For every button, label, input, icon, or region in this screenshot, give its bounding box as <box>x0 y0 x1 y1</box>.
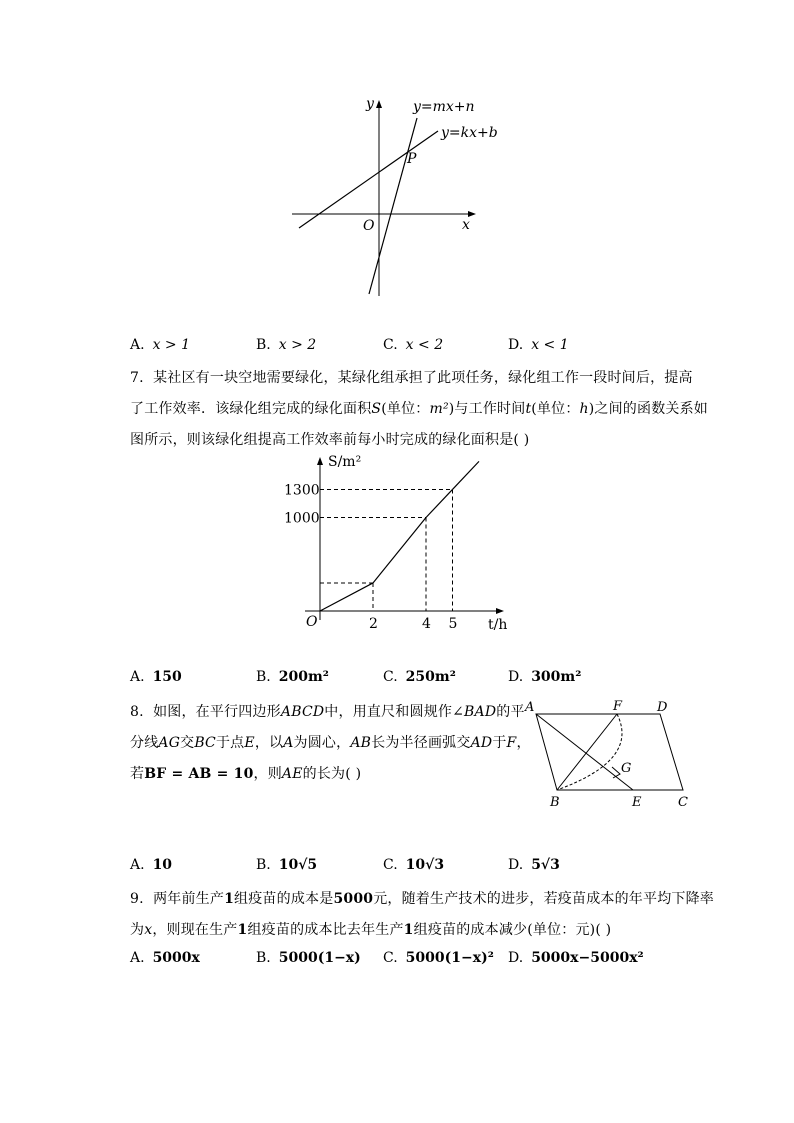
option-key: A. <box>130 337 145 353</box>
q7-text: (单位： <box>381 401 430 417</box>
option-key: A. <box>130 669 145 685</box>
q7-number: 7. <box>130 370 144 386</box>
option-text: 250m² <box>405 669 456 685</box>
q8-text: 若 <box>130 766 145 782</box>
var-a: A <box>283 735 294 751</box>
var-abcd: ABCD <box>280 704 325 720</box>
var-ae: AE <box>281 766 303 782</box>
vertex-d-label: D <box>657 700 668 715</box>
origin-label: O <box>363 218 375 234</box>
var-ab: AB <box>350 735 372 751</box>
option-text: 10√3 <box>405 857 445 873</box>
equation-bf-ab: BF = AB = 10 <box>144 766 254 782</box>
q7-text: )之间的函数关系如 <box>588 401 709 417</box>
parallelogram-abcd <box>536 714 683 790</box>
q9-option-c[interactable] <box>383 950 494 966</box>
var-bad: BAD <box>464 704 497 720</box>
point-e-label: E <box>632 795 642 810</box>
q8-text: ，以 <box>254 735 284 751</box>
area-time-chart <box>0 450 794 640</box>
q6-option-c[interactable] <box>383 337 443 353</box>
option-key: A. <box>130 857 145 873</box>
q8-option-a[interactable] <box>130 857 172 873</box>
q9-option-b[interactable] <box>256 950 361 966</box>
var-x: x <box>144 922 153 938</box>
q6-option-d[interactable] <box>508 337 569 353</box>
series-segment-1 <box>373 518 426 583</box>
var-ad: AD <box>470 735 493 751</box>
point-p-label: P <box>407 151 417 167</box>
option-text: 5000(1−x)² <box>405 950 494 966</box>
option-key: B. <box>256 950 271 966</box>
option-text: x < 1 <box>531 337 569 353</box>
var-bc: BC <box>194 735 216 751</box>
q7-line-1 <box>130 367 693 387</box>
num-one: 1 <box>237 922 248 938</box>
q8-text: 分线 <box>130 735 159 751</box>
option-text: x > 1 <box>152 337 190 353</box>
s-axis-label: S/m² <box>328 454 362 470</box>
q8-text: 于点 <box>215 735 245 751</box>
option-key: B. <box>256 337 271 353</box>
t-axis-label: t/h <box>488 617 508 633</box>
option-key: B. <box>256 669 271 685</box>
unit-h: h <box>579 401 589 417</box>
q9-line-1 <box>130 888 714 908</box>
intersecting-lines-figure <box>0 0 794 320</box>
y-tick-label-1300: 1300 <box>284 482 320 499</box>
q8-text: ，则 <box>253 766 282 782</box>
option-text: 10√5 <box>278 857 318 873</box>
vertex-c-label: C <box>678 795 688 810</box>
series-segment-0 <box>320 583 373 611</box>
option-key: D. <box>508 669 524 685</box>
q8-option-c[interactable] <box>383 857 444 873</box>
q8-text: ， <box>516 735 531 751</box>
var-f: F <box>506 735 517 751</box>
q9-number: 9. <box>130 891 144 907</box>
option-text: 200m² <box>278 669 329 685</box>
option-key: A. <box>130 950 145 966</box>
num-one: 1 <box>224 891 235 907</box>
q7-option-a[interactable] <box>130 669 182 685</box>
vertex-b-label: B <box>550 795 560 810</box>
q7-line-3 <box>130 429 529 449</box>
x-tick-label-2: 2 <box>369 616 378 632</box>
option-key: D. <box>508 337 524 353</box>
option-key: C. <box>383 337 398 353</box>
q9-text: 元，随着生产技术的进步，若疫苗成本的年平均下降率 <box>373 891 715 907</box>
line-mx-n-label: y=mx+n <box>413 99 475 115</box>
option-key: C. <box>383 950 398 966</box>
x-tick-label-5: 5 <box>448 616 458 632</box>
num-one: 1 <box>403 922 414 938</box>
q7-text: 了工作效率．该绿化组完成的绿化面积 <box>130 401 372 417</box>
q9-text: 两年前生产 <box>153 891 225 907</box>
vertex-f-label: F <box>613 699 623 714</box>
q8-text: 如图，在平行四边形 <box>153 704 281 720</box>
point-g-label: G <box>621 761 632 776</box>
q8-text: 交 <box>180 735 195 751</box>
option-key: C. <box>383 857 398 873</box>
unit-m2: m² <box>429 401 449 417</box>
option-text: x > 2 <box>278 337 317 353</box>
q8-text: 于 <box>492 735 507 751</box>
var-s: S <box>371 401 382 417</box>
var-e: E <box>244 735 255 751</box>
option-key: D. <box>508 950 524 966</box>
line-mx-n <box>369 118 417 294</box>
q6-option-a[interactable] <box>130 337 190 353</box>
series-segment-2 <box>426 489 453 517</box>
q9-text: 为 <box>130 922 145 938</box>
q7-text-1: 某社区有一块空地需要绿化，某绿化组承担了此项任务，绿化组工作一段时间后，提高 <box>153 370 693 386</box>
line-kx-b <box>299 131 438 228</box>
q9-option-a[interactable] <box>130 950 200 966</box>
q7-text: (单位： <box>531 401 580 417</box>
q9-text: 组疫苗的成本是 <box>234 891 334 907</box>
q8-text: 的平 <box>496 704 525 720</box>
q7-option-d[interactable] <box>508 669 581 685</box>
q7-option-c[interactable] <box>383 669 456 685</box>
option-text: 5000(1−x) <box>278 950 361 966</box>
y-tick-label-1000: 1000 <box>284 510 320 527</box>
q8-text: 的长为( ) <box>302 766 362 782</box>
arc-bf <box>557 714 622 790</box>
option-text: 300m² <box>531 669 582 685</box>
arc-mark-g <box>612 767 620 778</box>
x-axis-label: x <box>462 217 470 233</box>
q9-text: ，则现在生产 <box>152 922 238 938</box>
s-axis-arrow <box>317 457 323 465</box>
option-key: D. <box>508 857 524 873</box>
chart-origin-label: O <box>306 614 318 630</box>
var-ag: AG <box>158 735 181 751</box>
line-kx-b-label: y=kx+b <box>441 125 498 141</box>
segment-bf <box>557 714 617 790</box>
vertex-a-label: A <box>525 700 535 715</box>
q9-line-2 <box>130 919 611 939</box>
option-text: 10 <box>152 857 173 873</box>
q7-line-2 <box>130 398 708 418</box>
option-text: 150 <box>152 669 182 685</box>
q7-text: )与工作时间 <box>448 401 526 417</box>
option-key: C. <box>383 669 398 685</box>
q8-text: 为圆心， <box>293 735 351 751</box>
option-text: 5000x <box>152 950 200 966</box>
x-tick-label-4: 4 <box>422 616 431 632</box>
option-text: x < 2 <box>405 337 444 353</box>
q6-option-b[interactable] <box>256 337 316 353</box>
q9-text: 组疫苗的成本比去年生产 <box>247 922 404 938</box>
q7-text: 图所示，则该绿化组提高工作效率前每小时完成的绿化面积是( ) <box>130 432 530 448</box>
option-key: B. <box>256 857 271 873</box>
var-t: t <box>525 401 532 417</box>
parallelogram-figure <box>0 690 794 820</box>
q8-option-d[interactable] <box>508 857 560 873</box>
q7-option-b[interactable] <box>256 669 329 685</box>
series-segment-3 <box>453 461 480 489</box>
q9-text: 组疫苗的成本减少(单位：元)( ) <box>413 922 612 938</box>
q8-text: 长为半径画弧交 <box>371 735 471 751</box>
num-cost: 5000 <box>333 891 374 907</box>
q9-option-d[interactable] <box>508 950 644 966</box>
q8-text: 中，用直尺和圆规作∠ <box>324 704 465 720</box>
option-text: 5√3 <box>531 857 560 873</box>
option-text: 5000x−5000x² <box>531 950 644 966</box>
y-axis-arrow <box>376 100 382 108</box>
y-axis-label: y <box>366 96 374 112</box>
q8-option-b[interactable] <box>256 857 317 873</box>
t-axis-arrow <box>496 608 504 614</box>
q8-number: 8. <box>130 704 144 720</box>
